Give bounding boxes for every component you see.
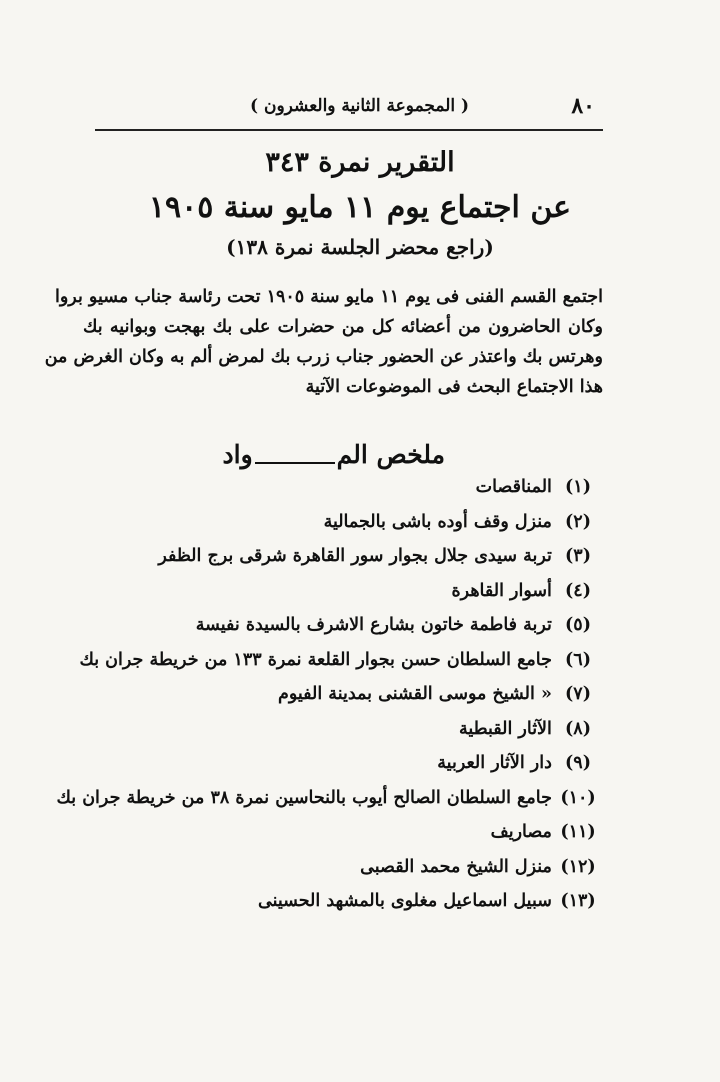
item-number: (١٠)	[560, 787, 596, 808]
list-item	[80, 470, 598, 505]
item-text: منزل وقف أوده باشى بالجمالية	[323, 511, 552, 532]
meeting-date-title: عن اجتماع يوم ١١ مايو سنة ١٩٠٥	[148, 190, 572, 225]
report-title: التقرير نمرة ٣٤٣	[265, 147, 455, 178]
list-item	[56, 781, 598, 816]
item-text: « الشيخ موسى القشنى بمدينة الفيوم	[278, 684, 552, 704]
page-number: ٨٠	[571, 93, 595, 119]
item-text: تربة سيدى جلال بجوار سور القاهرة شرقى برج الظفر	[158, 546, 552, 566]
item-number: (٣)	[565, 546, 591, 566]
paragraph-line: وهرتس بك واعتذر عن الحضور جناب زرب بك لمرض ألم به وكان الغرض من	[44, 347, 603, 367]
item-text: تربة فاطمة خاتون بشارع الاشرف بالسيدة نفيسة	[195, 615, 552, 635]
list-item	[80, 712, 598, 747]
item-text: أسوار القاهرة	[451, 580, 552, 601]
item-number: (٥)	[565, 615, 591, 635]
item-number: (٤)	[565, 580, 591, 601]
list-item	[80, 746, 598, 781]
item-number: (١٢)	[560, 856, 596, 877]
summary-heading-start: ملخص الم	[336, 440, 445, 469]
item-text: جامع السلطان حسن بجوار القلعة نمرة ١٣٣ من خريطة جران بك	[79, 649, 552, 670]
paragraph-line: وكان الحاضرون من أعضائه كل من حضرات على بك بهجت وبوانيه بك	[83, 317, 603, 337]
item-number: (١١)	[560, 822, 596, 842]
list-item	[80, 884, 598, 919]
running-head: ( المجموعة الثانية والعشرون )	[250, 96, 470, 116]
list-item	[80, 608, 598, 643]
list-item	[80, 677, 598, 712]
item-text: سبيل اسماعيل مغلوى بالمشهد الحسينى	[257, 891, 552, 911]
item-number: (٧)	[565, 684, 591, 704]
item-number: (٦)	[565, 649, 591, 670]
list-item	[80, 850, 598, 885]
tatweel-line	[255, 462, 335, 464]
list-item	[80, 815, 598, 850]
item-number: (٨)	[565, 718, 591, 739]
item-text: مصاريف	[490, 822, 552, 842]
session-reference: (راجع محضر الجلسة نمرة ١٣٨)	[226, 235, 494, 259]
list-item	[80, 574, 598, 609]
list-item	[80, 505, 598, 540]
paragraph-line: اجتمع القسم الفنى فى يوم ١١ مايو سنة ١٩٠٥ تحت رئاسة جناب مسيو بروا	[54, 287, 603, 307]
item-text: جامع السلطان الصالح أيوب بالنحاسين نمرة ٣٨ من خريطة جران بك	[56, 787, 552, 808]
item-text: المناقصات	[475, 477, 552, 497]
list-item	[80, 539, 598, 574]
intro-paragraph	[44, 282, 603, 402]
item-text: دار الآثار العربية	[437, 753, 552, 773]
item-text: منزل الشيخ محمد القصبى	[360, 856, 552, 877]
list-item	[80, 643, 598, 678]
item-number: (١٣)	[560, 891, 596, 911]
summary-heading-end: واد	[222, 440, 253, 469]
item-text: الآثار القبطية	[458, 718, 552, 739]
item-number: (١)	[565, 477, 591, 497]
page-header	[250, 93, 595, 127]
topics-list	[56, 470, 598, 919]
item-number: (٩)	[565, 753, 591, 773]
header-rule	[95, 129, 603, 131]
paragraph-line: هذا الاجتماع البحث فى الموضوعات الآتية	[305, 377, 603, 397]
item-number: (٢)	[565, 511, 591, 532]
